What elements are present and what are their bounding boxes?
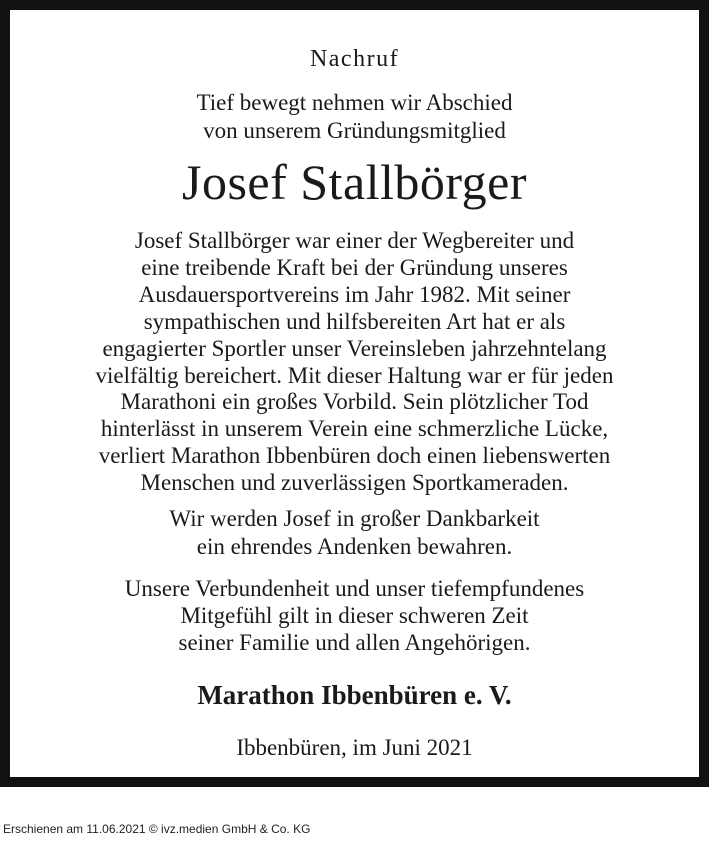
tribute-line: sympathischen und hilfsbereiten Art hat er als <box>143 308 566 334</box>
sympathy-line: Unsere Verbundenheit und unser tiefempfundenes <box>124 576 585 601</box>
closing-line: ein ehrendes Andenken bewahren. <box>196 534 513 559</box>
sympathy-line: Mitgefühl gilt in dieser schweren Zeit <box>180 603 529 628</box>
intro-line: von unserem Gründungsmitglied <box>203 118 506 143</box>
tribute-line: engagierter Sportler unser Vereinsleben jahrzehntelang <box>102 335 607 361</box>
tribute-line: vielfältig bereichert. Mit dieser Haltung war er für jeden <box>95 362 614 388</box>
closing-text <box>20 505 689 561</box>
closing-line: Wir werden Josef in großer Dankbarkeit <box>169 506 540 531</box>
obituary-heading: Nachruf <box>309 46 400 72</box>
tribute-line: hinterlässt in unserem Verein eine schmerzliche Lücke, <box>100 416 609 442</box>
tribute-line: Marathoni ein großes Vorbild. Sein plötzlicher Tod <box>120 389 589 415</box>
obituary-content <box>20 20 689 767</box>
tribute-line: Ausdauersportvereins im Jahr 1982. Mit seiner <box>138 281 571 307</box>
tribute-text <box>20 228 689 497</box>
sympathy-text <box>20 575 689 656</box>
tribute-line: Josef Stallbörger war einer der Wegbereiter und <box>134 228 575 253</box>
sympathy-line: seiner Familie und allen Angehörigen. <box>178 630 531 655</box>
tribute-line: Menschen und zuverlässigen Sportkameraden. <box>140 470 569 496</box>
intro-text <box>20 89 689 145</box>
publication-footer: Erschienen am 11.06.2021 © ivz.medien GmbH & Co. KG <box>3 822 311 836</box>
deceased-name: Josef Stallbörger <box>181 154 528 210</box>
club-signature: Marathon Ibbenbüren e. V. <box>197 680 512 710</box>
tribute-line: eine treibende Kraft bei der Gründung unseres <box>141 254 568 280</box>
intro-line: Tief bewegt nehmen wir Abschied <box>196 90 513 115</box>
tribute-line: verliert Marathon Ibbenbüren doch einen liebenswerten <box>98 443 611 469</box>
place-date: Ibbenbüren, im Juni 2021 <box>236 735 473 760</box>
